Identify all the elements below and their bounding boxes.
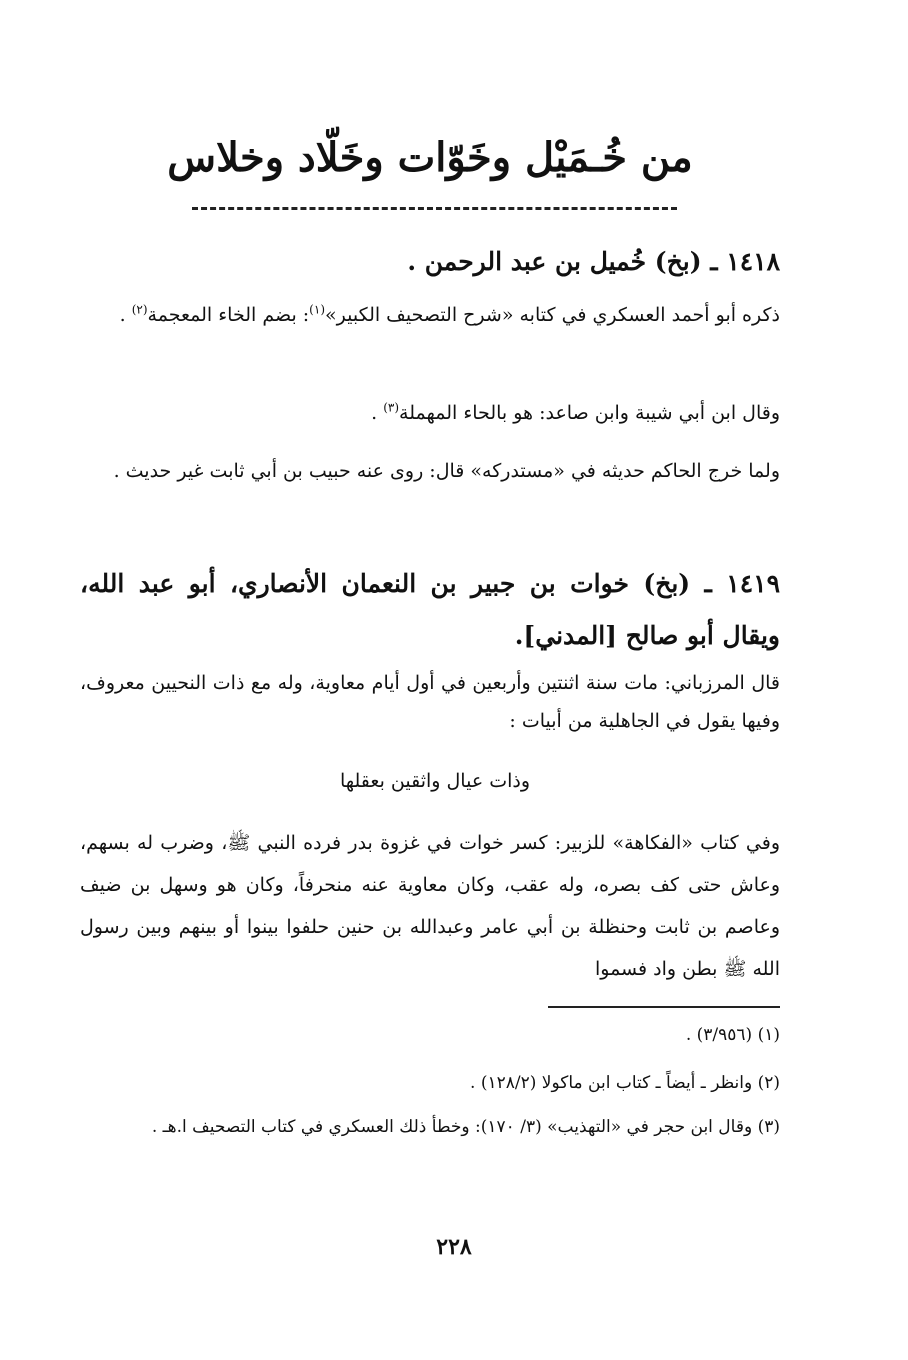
entry-1419-paragraph-2: وفي كتاب «الفكاهة» للزبير: كسر خوات في غزوة بدر فرده النبي ﷺ، وضرب له بسهم، وعاش حتى كف بصره، وله عقب، وكان معاوية عنه منحرفاً، وكان هو وسهل بن ضيف وعاصم بن ثابت وحنظلة بن أبي عامر وعبدالله بن حنين حلفوا بينوا أو بينهم وبين رسول الله ﷺ بطن واد فسموا bbox=[80, 832, 780, 980]
page-number: ٢٢٨ bbox=[436, 1234, 472, 1260]
footnote-2: (٢) وانظر ـ أيضاً ـ كتاب ابن ماكولا (١٢٨/٢) . bbox=[470, 1073, 780, 1093]
paragraph-text: ذكره أبو أحمد العسكري في كتابه «شرح التصحيف الكبير» bbox=[325, 304, 780, 326]
footnote-rule bbox=[548, 1006, 780, 1008]
entry-1418-paragraph-3 bbox=[80, 452, 780, 490]
paragraph-text: قال المرزباني: مات سنة اثنتين وأربعين في أول أيام معاوية، وله مع ذات النحيين معروف، وفيها يقول في الجاهلية من أبيات : bbox=[80, 672, 780, 732]
paragraph-text: ولما خرج الحاكم حديثه في «مستدركه» قال: روى عنه حبيب بن أبي ثابت غير حديث . bbox=[113, 460, 780, 482]
paragraph-text: : بضم الخاء المعجمة bbox=[147, 304, 310, 326]
page-heading: من خُـمَيْل وخَوّات وخَلّاد وخلاس bbox=[167, 134, 693, 181]
paragraph-text: وقال ابن أبي شيبة وابن صاعد: هو بالحاء المهملة bbox=[399, 402, 780, 424]
entry-1419-paragraph-1 bbox=[80, 664, 780, 740]
paragraph-text: . bbox=[371, 402, 384, 424]
footnote-3: (٣) وقال ابن حجر في «التهذيب» (٣/ ١٧٠): وخطأ ذلك العسكري في كتاب التصحيف ا.هـ . bbox=[151, 1117, 780, 1137]
verse-line: وذات عيال واثقين بعقلها bbox=[339, 770, 531, 792]
footnote-ref-1: (١) bbox=[309, 302, 325, 317]
footnote-1: (١) (٣/٩٥٦) . bbox=[685, 1025, 780, 1045]
paragraph-text: . bbox=[119, 304, 132, 326]
footnote-ref-3: (٣) bbox=[383, 400, 400, 415]
entry-1418-paragraph-1 bbox=[80, 296, 780, 334]
entry-title-1419: ١٤١٩ ـ (بخ) خوات بن جبير بن النعمان الأنصاري، أبو عبد الله، ويقال أبو صالح [المدني]. bbox=[80, 569, 780, 650]
entry-1418-paragraph-2 bbox=[80, 394, 780, 432]
heading-rule bbox=[192, 207, 677, 210]
entry-title-1418: ١٤١٨ ـ (بخ) خُميل بن عبد الرحمن . bbox=[407, 247, 780, 276]
footnote-ref-2: (٢) bbox=[131, 302, 148, 317]
